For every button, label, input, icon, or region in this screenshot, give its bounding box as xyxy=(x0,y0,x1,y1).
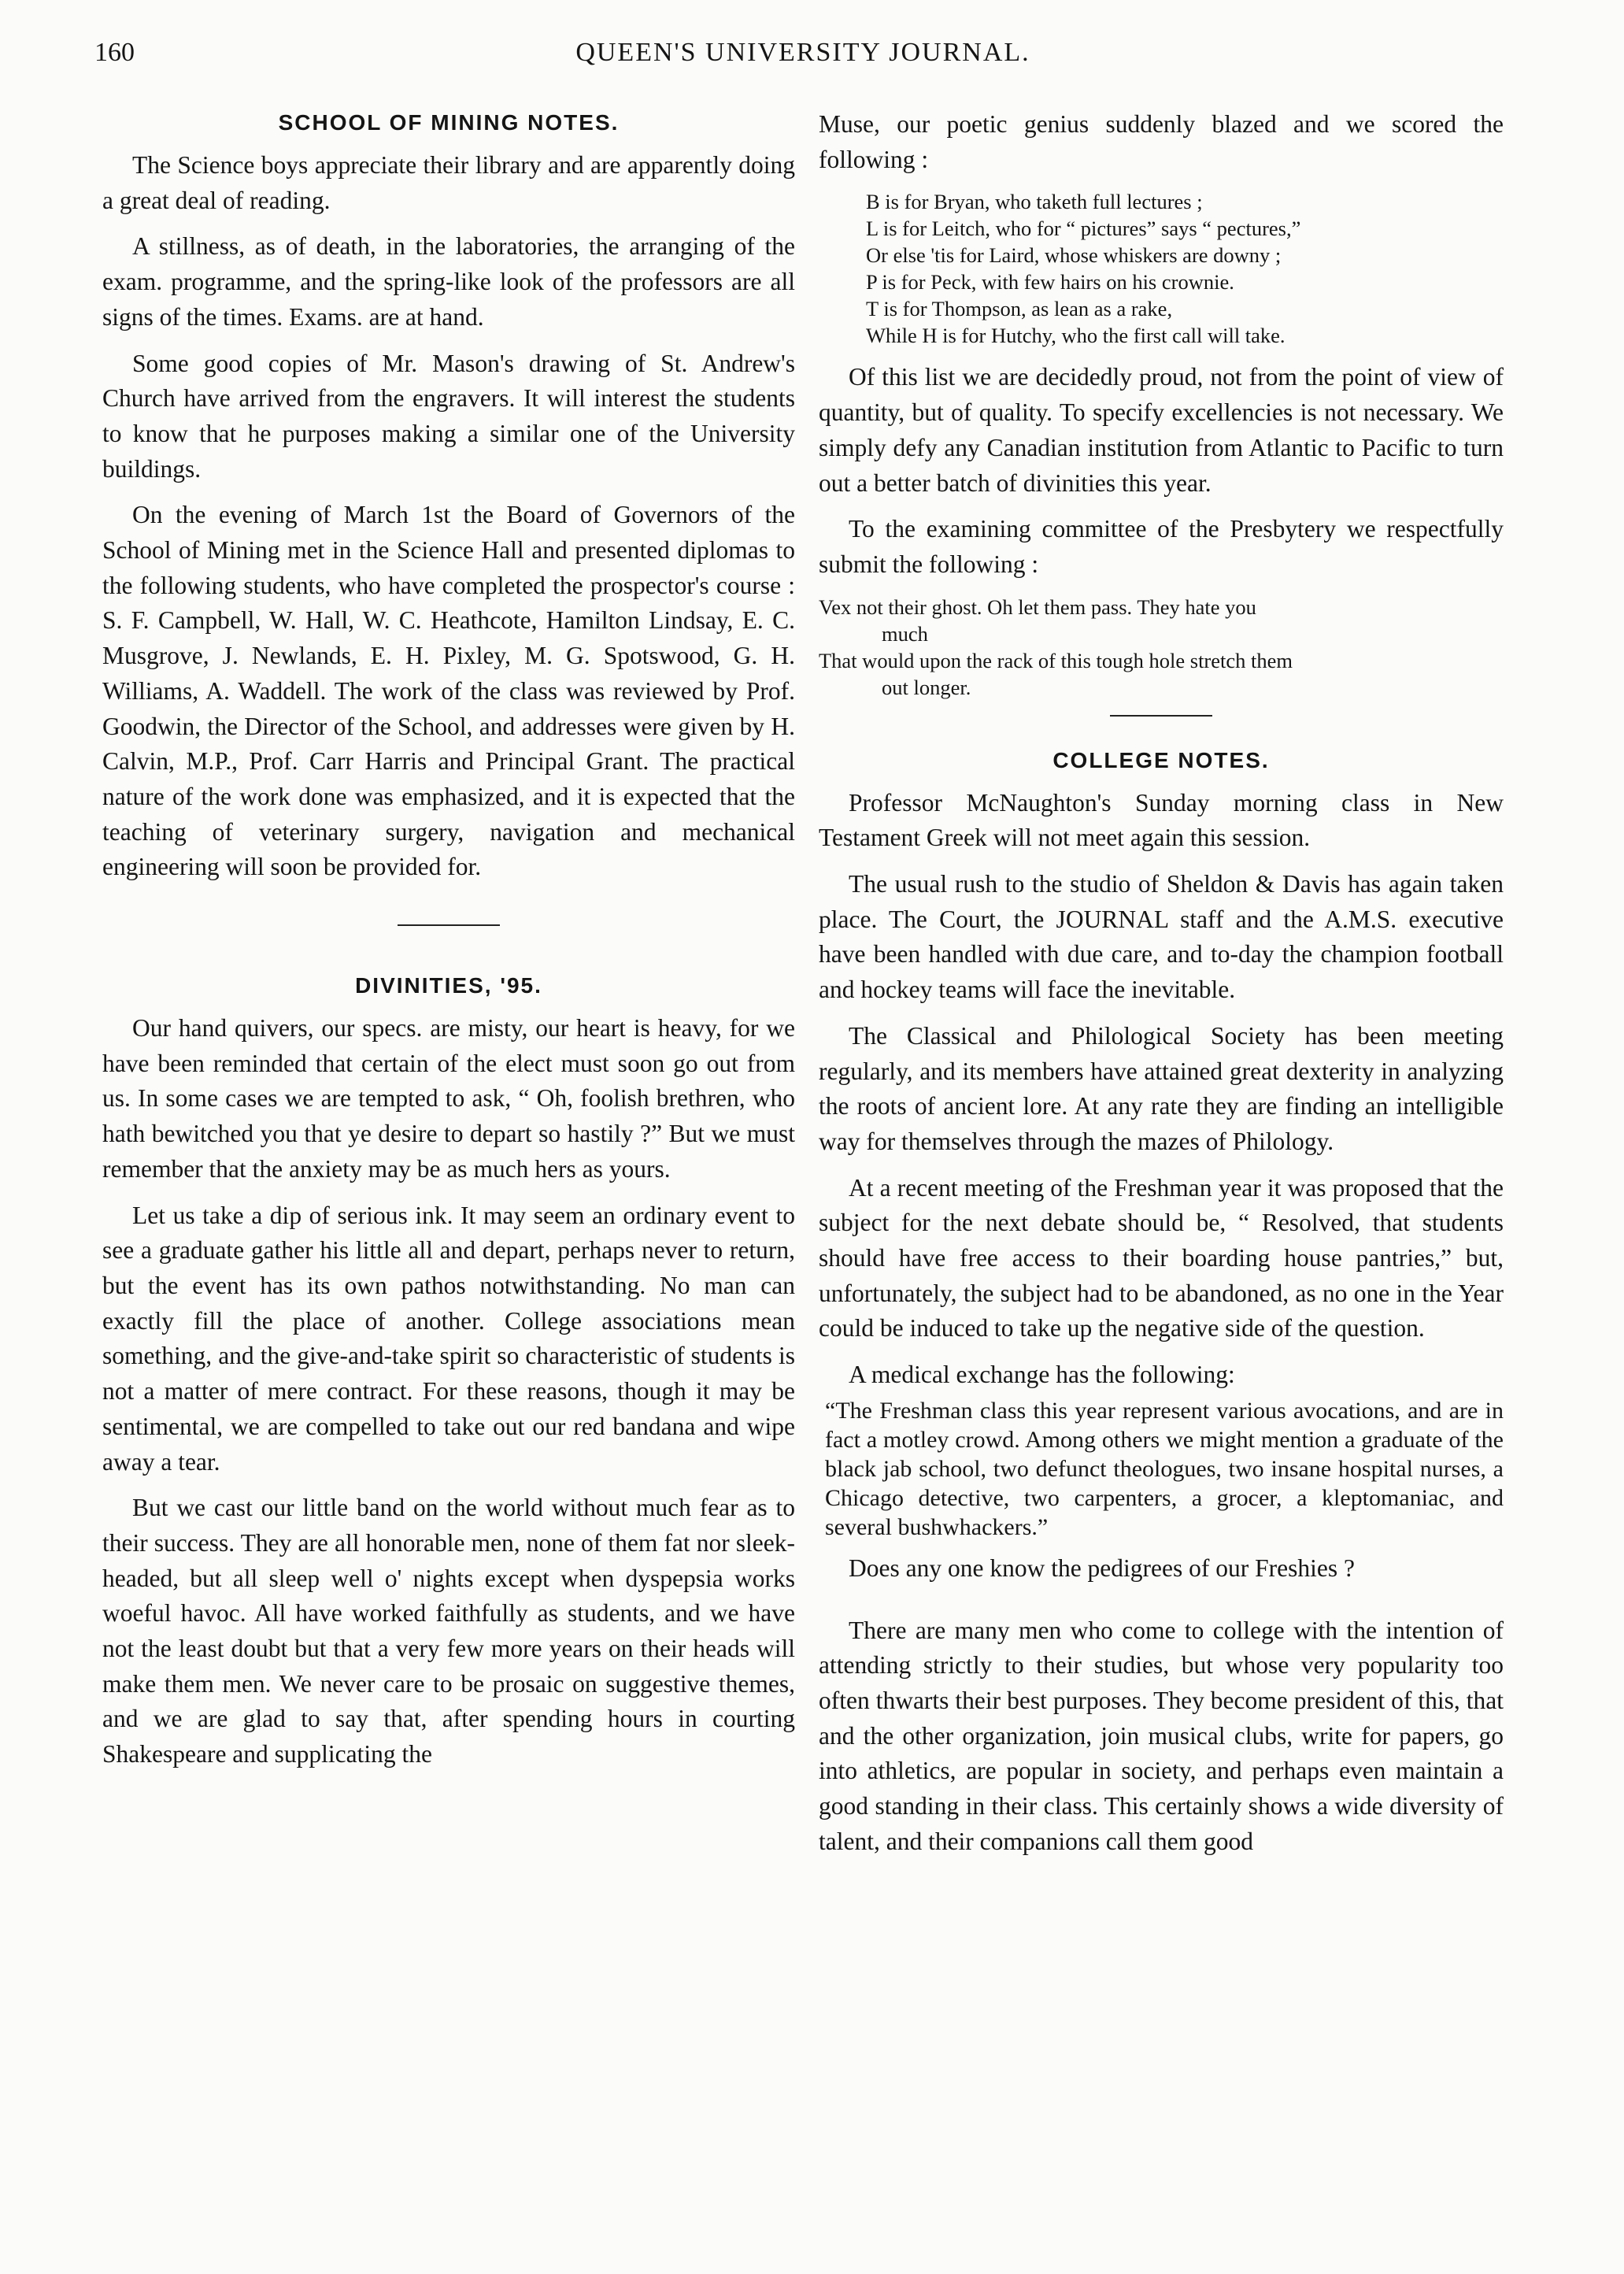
verse-line: P is for Peck, with few hairs on his crownie. xyxy=(866,270,1234,294)
verse-line: While H is for Hutchy, who the first call will take. xyxy=(866,324,1286,348)
quote-line: Vex not their ghost. Oh let them pass. They hate you xyxy=(819,594,1256,619)
divinities-paragraph: To the examining committee of the Presbytery we respectfully submit the following : xyxy=(819,515,1504,578)
college-paragraph: There are many men who come to college with the intention of attending strictly to their studies, but whose very popularity too often thwarts their best purposes. They become president of this, that and the other organization, join musical clubs, write for papers, go into athletics, are popular in society, and perhaps even maintain a good standing in their class. This certainly shows a wide diversity of talent, and their companions call them good xyxy=(819,1616,1504,1855)
divinities-title: DIVINITIES, '95. xyxy=(355,973,542,998)
divinities-paragraph: Let us take a dip of serious ink. It may seem an ordinary event to see a graduate gather his little all and depart, perhaps never to return, but the event has its own pathos notwithstanding. No man can exactly fill the place of another. College associations mean something, and the give-and-take spirit so characteristic of students is not a matter of mere contract. For these reasons, though it may be sentimental, we are compelled to take out our red bandana and wipe away a tear. xyxy=(102,1201,795,1476)
verse-line: L is for Leitch, who for “ pictures” says “ pectures,” xyxy=(866,217,1301,241)
left-column xyxy=(102,110,795,1783)
medical-quote: “The Freshman class this year represent various avocations, and are in fact a motley crowd. Among others we might mention a graduate of the black jab school, two defunct theologues, two insane hospital nurses, a Chicago detective, two carpenters, a grocer, a kleptomaniac, and several bushwhackers.” xyxy=(825,1397,1504,1540)
divinities-paragraph: Of this list we are decidedly proud, not from the point of view of quantity, but of quality. To specify excellencies is not necessary. We simply defy any Canadian institution from Atlantic to Pacific to turn out a better batch of divinities this year. xyxy=(819,363,1504,497)
right-column xyxy=(819,110,1504,1871)
divinities-paragraph: Our hand quivers, our specs. are misty, our heart is heavy, for we have been reminded that certain of the elect must soon go out from us. In some cases we are tempted to ask, “ Oh, foolish brethren, who hath bewitched you that ye desire to depart so hastily ?” But we must remember that the anxiety may be as much hers as yours. xyxy=(102,1014,795,1183)
divinities-continuation: Muse, our poetic genius suddenly blazed and we scored the following : xyxy=(819,110,1504,173)
journal-title: QUEEN'S UNIVERSITY JOURNAL. xyxy=(575,38,1030,67)
college-paragraph: The Classical and Philological Society has been meeting regularly, and its members have attained great dexterity in analyzing the roots of ancient lore. At any rate they are finding an intelligible way for themselves through the mazes of Philology. xyxy=(819,1021,1504,1155)
page-header xyxy=(94,38,1511,85)
verse-line: T is for Thompson, as lean as a rake, xyxy=(866,297,1173,321)
freshies-question: Does any one know the pedigrees of our Freshies ? xyxy=(849,1554,1355,1582)
section-divider xyxy=(1110,715,1212,717)
college-paragraph: The usual rush to the studio of Sheldon & Davis has again taken place. The Court, the JOURNAL staff and the A.M.S. executive have been handled with due care, and to-day the champion football and hockey teams will face the inevitable. xyxy=(819,870,1504,1004)
mining-notes-title: SCHOOL OF MINING NOTES. xyxy=(278,110,620,135)
verse-line: B is for Bryan, who taketh full lectures ; xyxy=(866,190,1203,214)
college-paragraph: At a recent meeting of the Freshman year it was proposed that the subject for the next debate should be, “ Resolved, that students should have free access to their boarding house pantries,” but, unfortunately, the subject had to be abandoned, as no one in the Year could be induced to take up the negative side of the question. xyxy=(819,1173,1504,1343)
mining-paragraph: On the evening of March 1st the Board of Governors of the School of Mining met in the Science Hall and presented diplomas to the following students, who have completed the prospector's course : S. F. Campbell, W. Hall, W. C. Heathcote, Hamilton Lindsay, E. C. Musgrove, J. Newlands, E. H. Pixley, M. G. Spotswood, G. H. Williams, A. Waddell. The work of the class was reviewed by Prof. Goodwin, the Director of the School, and addresses were given by H. Calvin, M.P., Prof. Carr Harris and Principal Grant. The practical nature of the work done was emphasized, and it is expected that the teaching of veterinary surgery, navigation and mechanical engineering will soon be provided for. xyxy=(102,501,795,881)
college-paragraph: Professor McNaughton's Sunday morning class in New Testament Greek will not meet again this session. xyxy=(819,788,1504,852)
college-paragraph: A medical exchange has the following: xyxy=(849,1361,1235,1389)
section-divider xyxy=(398,924,500,926)
mining-paragraph: A stillness, as of death, in the laboratories, the arranging of the exam. programme, and the spring-like look of the professors are all signs of the times. Exams. are at hand. xyxy=(102,232,795,331)
submission-quote xyxy=(819,594,1504,701)
verse-line: Or else 'tis for Laird, whose whiskers are downy ; xyxy=(866,243,1282,268)
quote-line-cont: out longer. xyxy=(882,675,971,699)
mining-paragraph: The Science boys appreciate their library and are apparently doing a great deal of reading. xyxy=(102,151,795,214)
divinities-paragraph: But we cast our little band on the world without much fear as to their success. They are all honorable men, none of them fat nor sleek-headed, but all sleep well o' nights except when dyspepsia works woeful havoc. All have worked faithfully as students, and we have not the least doubt but that a very few more years on their heads will make them men. We never care to be prosaic on suggestive themes, and we are glad to say that, after spending hours in courting Shakespeare and supplicating the xyxy=(102,1494,795,1768)
college-notes-title: COLLEGE NOTES. xyxy=(1052,747,1270,772)
page-number: 160 xyxy=(94,38,135,67)
verse-block xyxy=(819,188,1504,349)
mining-paragraph: Some good copies of Mr. Mason's drawing of St. Andrew's Church have arrived from the engravers. It will interest the students to know that he purposes making a similar one of the University buildings. xyxy=(102,349,795,483)
quote-line-cont: much xyxy=(882,621,928,646)
quote-line: That would upon the rack of this tough hole stretch them xyxy=(819,648,1293,672)
